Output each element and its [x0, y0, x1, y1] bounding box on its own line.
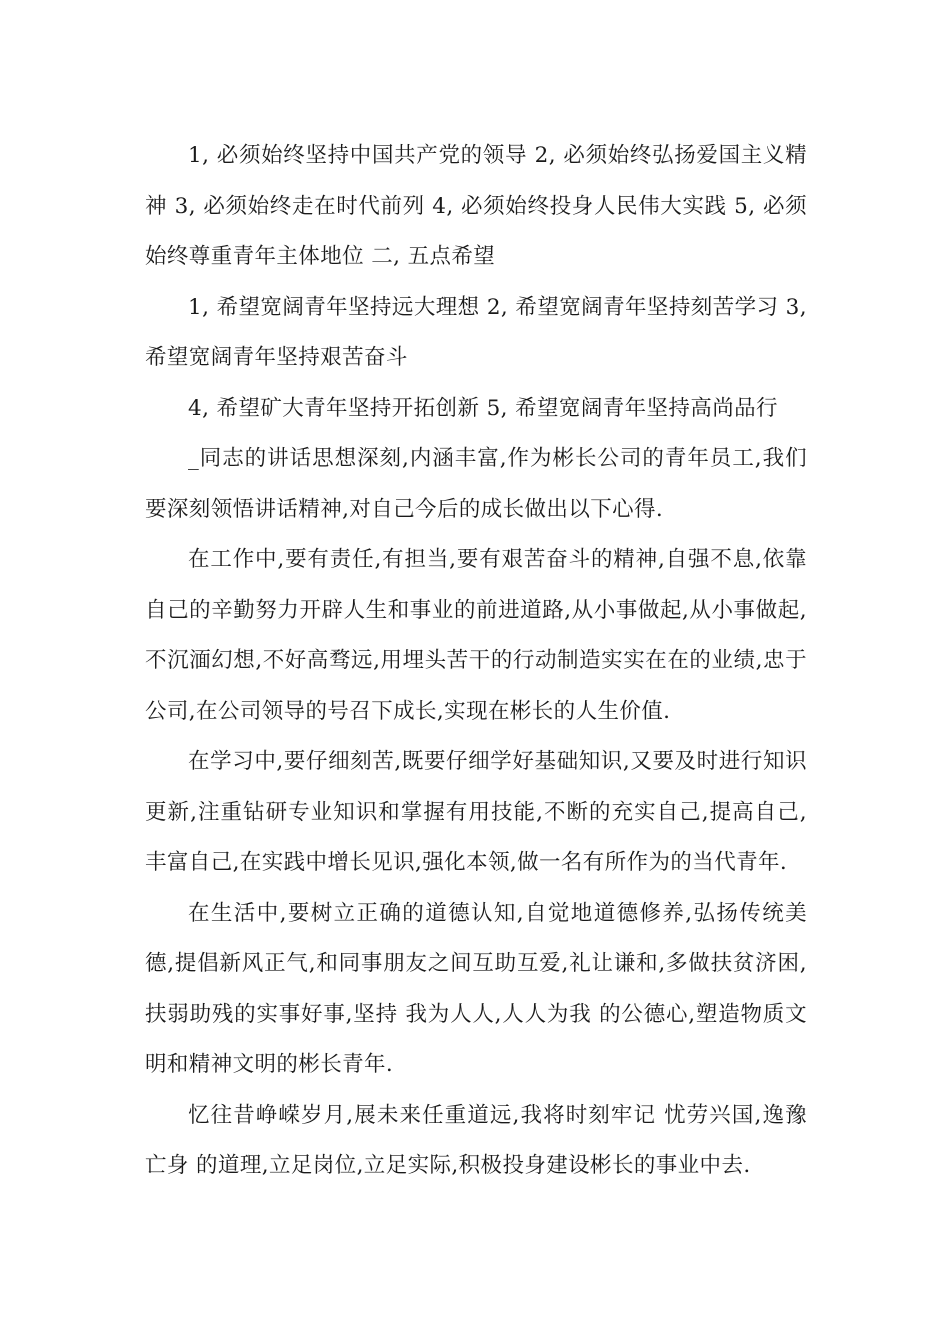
paragraph-study: 在学习中,要仔细刻苦,既要仔细学好基础知识,又要及时进行知识更新,注重钻研专业知识和掌握有用技能,不断的充实自己,提高自己,丰富自己,在实践中增长见识,强化本领,做一名有所作为的当代青年. — [145, 749, 807, 875]
paragraph-work: 在工作中,要有责任,有担当,要有艰苦奋斗的精神,自强不息,依靠自己的辛勤努力开辟人生和事业的前进道路,从小事做起,从小事做起,不沉湎幻想,不好高骛远,用埋头苦干的行动制造实实在在的业绩,忠于公司,在公司领导的号召下成长,实现在彬长的人生价值. — [145, 547, 807, 724]
document-body — [145, 131, 807, 1192]
paragraph-principles: 1, 必须始终坚持中国共产党的领导 2, 必须始终弘扬爱国主义精神 3, 必须始终走在时代前列 4, 必须始终投身人民伟大实践 5, 必须始终尊重青年主体地位 二, 五点希望 — [145, 143, 807, 269]
paragraph-speech-reflection: _同志的讲话思想深刻,内涵丰富,作为彬长公司的青年员工,我们要深刻领悟讲话精神,对自己今后的成长做出以下心得. — [145, 446, 807, 522]
paragraph-life: 在生活中,要树立正确的道德认知,自觉地道德修养,弘扬传统美德,提倡新风正气,和同事朋友之间互助互爱,礼让谦和,多做扶贫济困,扶弱助残的实事好事,坚持 我为人人,人人为我 的公德心,塑造物质文明和精神文明的彬长青年. — [145, 900, 807, 1077]
paragraph-hopes-4-5: 4, 希望矿大青年坚持开拓创新 5, 希望宽阔青年坚持高尚品行 — [188, 395, 778, 421]
paragraph-conclusion: 忆往昔峥嵘岁月,展未来任重道远,我将时刻牢记 忧劳兴国,逸豫亡身 的道理,立足岗位,立足实际,积极投身建设彬长的事业中去. — [145, 1102, 807, 1178]
paragraph-hopes-1-3: 1, 希望宽阔青年坚持远大理想 2, 希望宽阔青年坚持刻苦学习 3, 希望宽阔青年坚持艰苦奋斗 — [145, 294, 807, 370]
